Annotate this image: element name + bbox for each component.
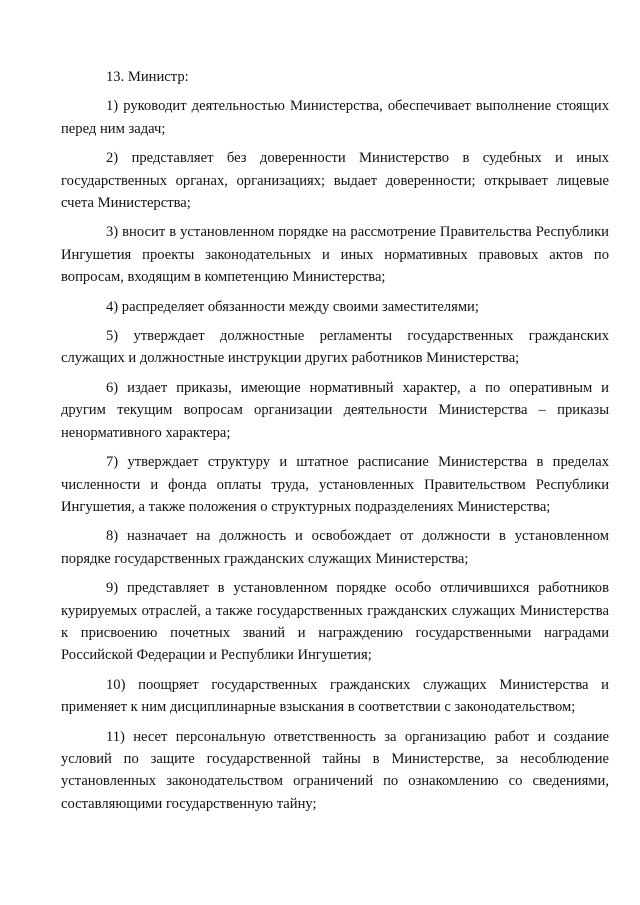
list-item-7: 7) утверждает структуру и штатное расписание Министерства в пределах численности и фонда оплаты труда, установленных Правительством Республики Ингушетия, а также положения о структурных подразделениях Министерства;: [61, 454, 609, 515]
list-item-4: 4) распределяет обязанности между своими заместителями;: [106, 298, 479, 315]
list-item-1: 1) руководит деятельностью Министерства, обеспечивает выполнение стоящих перед ним задач;: [61, 98, 609, 137]
list-item-2: 2) представляет без доверенности Министерство в судебных и иных государственных органах, организациях; выдает доверенности; открывает лицевые счета Министерства;: [61, 150, 609, 212]
list-item-3: 3) вносит в установленном порядке на рассмотрение Правительства Республики Ингушетия проекты законодательных и иных нормативных правовых актов по вопросам, входящим в компетенцию Министерства;: [61, 224, 609, 286]
list-item-8: 8) назначает на должность и освобождает от должности в установленном порядке государственных гражданских служащих Министерства;: [61, 528, 609, 567]
section-heading: 13. Министр:: [106, 69, 189, 85]
list-item-9: 9) представляет в установленном порядке особо отличившихся работников курируемых отраслей, а также государственных гражданских служащих Министерства к присвоению почетных званий и награждению государственными наградами Российской Федерации и Республики Ингушетия;: [61, 580, 609, 664]
list-item-6: 6) издает приказы, имеющие нормативный характер, а по оперативным и другим текущим вопросам организации деятельности Министерства – приказы ненормативного характера;: [61, 379, 609, 441]
list-item-5: 5) утверждает должностные регламенты государственных гражданских служащих и должностные инструкции других работников Министерства;: [61, 328, 609, 367]
list-item-10: 10) поощряет государственных гражданских служащих Министерства и применяет к ним дисциплинарные взыскания в соответствии с законодательством;: [61, 676, 609, 716]
document-body: [61, 66, 609, 822]
list-item-11: 11) несет персональную ответственность за организацию работ и создание условий по защите государственной тайны в Министерстве, за несоблюдение установленных законодательством ограничений по ознакомлению со сведениями, составляющими государственную тайну;: [61, 728, 609, 812]
